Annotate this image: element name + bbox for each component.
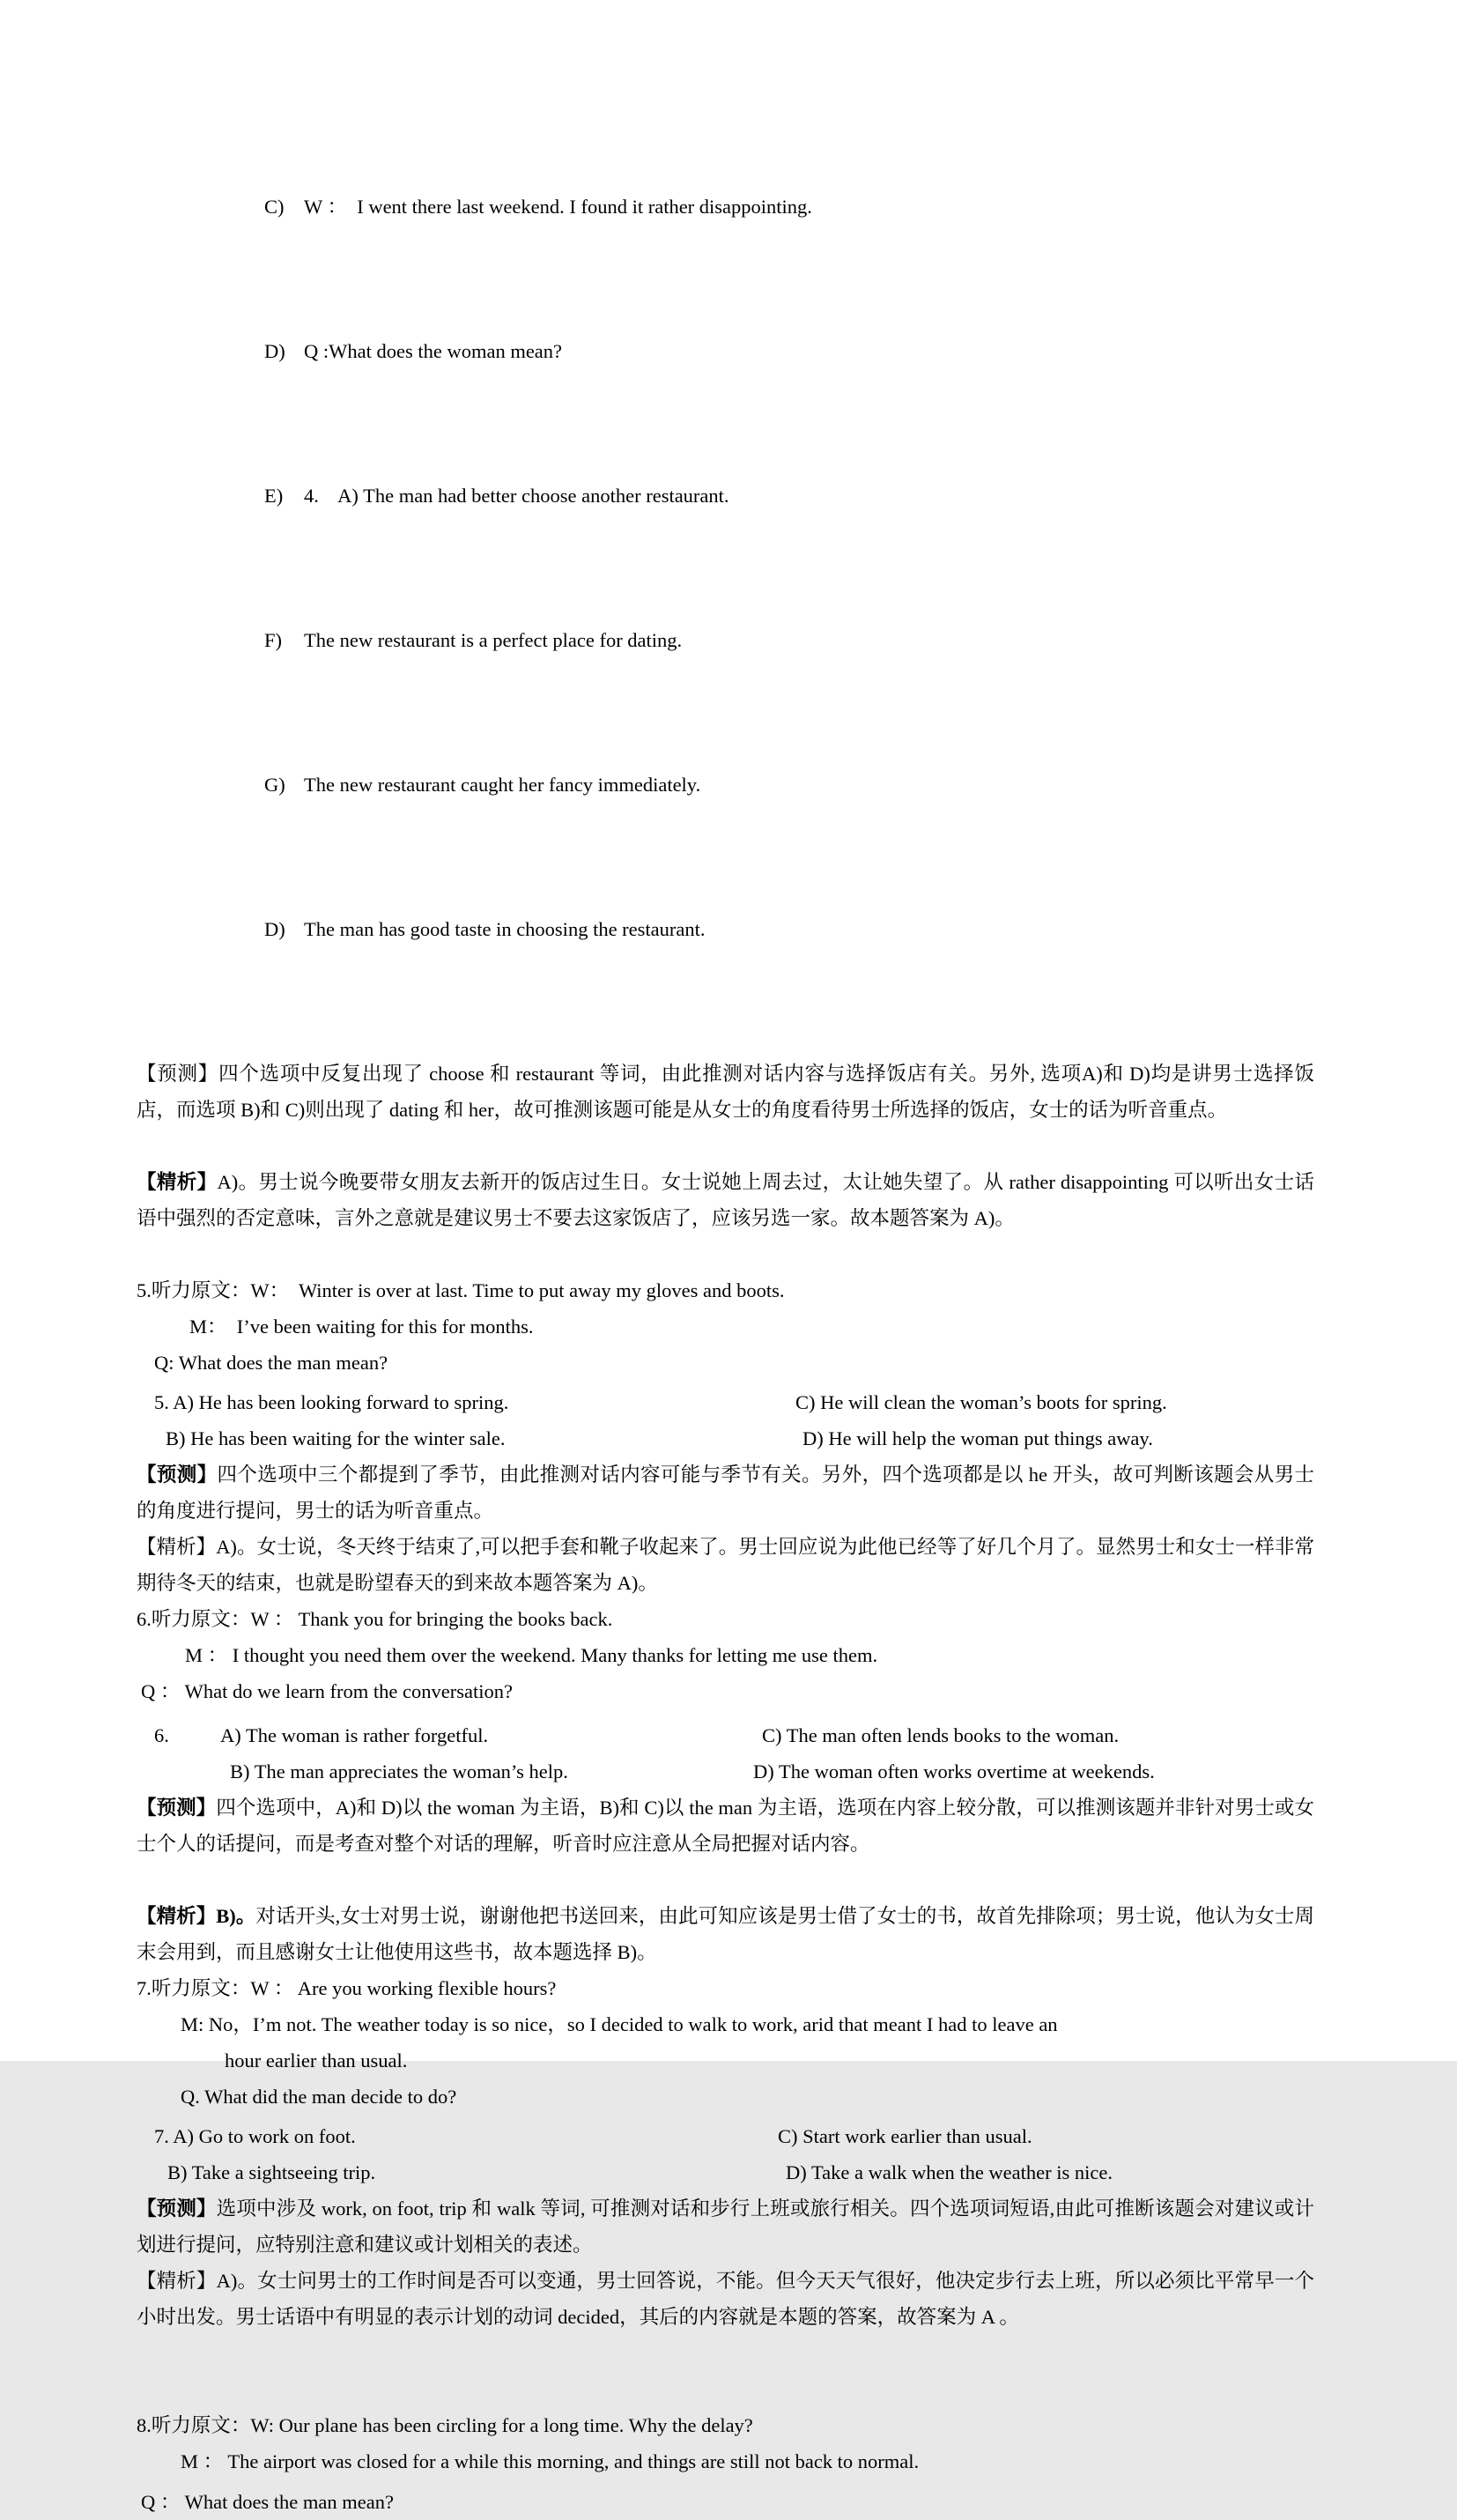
option-letter: F) bbox=[264, 629, 283, 651]
q6-transcript-question: Q ： What do we learn from the conversation? bbox=[141, 1680, 513, 1702]
option-letter: C) bbox=[264, 196, 285, 218]
q7-transcript-source: 7.听力原文：W ： Are you working flexible hours? bbox=[137, 1977, 557, 1999]
q6-predict-paragraph bbox=[137, 1790, 1314, 1898]
option-text: W ： I went there last weekend. I found it rather disappointing. bbox=[304, 196, 812, 218]
intro-option-row-d2 bbox=[137, 911, 1314, 1056]
option-letter: D) bbox=[264, 918, 285, 940]
option-text: The new restaurant caught her fancy immediately. bbox=[304, 774, 701, 796]
option-item-a: A) The woman is rather forgetful. bbox=[220, 1724, 489, 1746]
option-letter: G) bbox=[264, 774, 285, 796]
q4-analysis-paragraph bbox=[137, 1164, 1314, 1272]
option-item-b: B) He has been waiting for the winter sale. bbox=[166, 1427, 506, 1449]
q4-predict-text: 四个选项中反复出现了 choose 和 restaurant 等词，由此推测对话内容与选择饭店有关。另外, 选项A)和 D)均是讲男士选择饭店，而选项 B)和 C)则出现了 dating 和 her，故可推测该题可能是从女士的角度看待男士所选择的饭店，女士的话为听音重点。 bbox=[137, 1063, 1314, 1121]
intro-option-row-f bbox=[137, 622, 1314, 767]
q4-predict-paragraph bbox=[137, 1056, 1314, 1164]
q6-transcript-man: M ： I thought you need them over the weekend. Many thanks for letting me use them. bbox=[185, 1644, 878, 1666]
q8-transcript-source: 8.听力原文：W: Our plane has been circling for a long time. Why the delay? bbox=[137, 2414, 753, 2436]
option-text: 4. A) The man had better choose another restaurant. bbox=[304, 485, 729, 507]
option-item-b: B) The man appreciates the woman’s help. bbox=[230, 1760, 568, 1783]
q5-options-row-1 bbox=[137, 1384, 1314, 1420]
q7-transcript-man-line2: hour earlier than usual. bbox=[225, 2049, 408, 2072]
q5-analysis-paragraph bbox=[137, 1529, 1314, 1601]
q6-options-row-2 bbox=[137, 1753, 1314, 1790]
q7-options-row-2 bbox=[137, 2154, 1314, 2190]
q6-analysis-answer: B)。 bbox=[216, 1905, 256, 1927]
q4-analysis-text: A)。男士说今晚要带女朋友去新开的饭店过生日。女士说她上周去过，太让她失望了。从 rather disappointing 可以听出女士话语中强烈的否定意味，言外之意就是建议男士不要去这家饭店了，应该另选一家。故本题答案为 A)。 bbox=[137, 1171, 1314, 1229]
q7-transcript-question: Q. What did the man decide to do? bbox=[181, 2086, 457, 2108]
q5-transcript-source: 5.听力原文：W： Winter is over at last. Time to put away my gloves and boots. bbox=[137, 1279, 785, 1301]
option-letter: D) bbox=[264, 340, 285, 362]
option-item-d: D) Take a walk when the weather is nice. bbox=[786, 2161, 1113, 2183]
question-number: 6. bbox=[154, 1724, 169, 1746]
q6-analysis-text: 对话开头,女士对男士说，谢谢他把书送回来，由此可知应该是男士借了女士的书，故首先排除项；男士说，他认为女士周末会用到，而且感谢女士让他使用这些书，故本题选择 B)。 bbox=[137, 1905, 1314, 1963]
q5-transcript-question: Q: What does the man mean? bbox=[154, 1352, 388, 1374]
analysis-marker: 【精析】 bbox=[137, 1536, 217, 1558]
option-item-c: C) Start work earlier than usual. bbox=[778, 2125, 1032, 2147]
option-item-a: 5. A) He has been looking forward to spring. bbox=[154, 1391, 509, 1413]
q5-transcript-man: M： I’ve been waiting for this for months. bbox=[189, 1316, 534, 1338]
q7-predict-paragraph bbox=[137, 2190, 1314, 2263]
q7-analysis-text: A)。女士问男士的工作时间是否可以变通，男士回答说，不能。但今天天气很好，他决定步行去上班，所以必须比平常早一个小时出发。男士话语中有明显的表示计划的动词 decided，其后的内容就是本题的答案，故答案为 A 。 bbox=[137, 2270, 1314, 2328]
q6-transcript-source: 6.听力原文：W ： Thank you for bringing the books back. bbox=[137, 1608, 613, 1630]
analysis-marker: 【精析】 bbox=[137, 1905, 217, 1927]
option-item-d: D) The woman often works overtime at weekends. bbox=[753, 1760, 1155, 1783]
q6-options-row-1 bbox=[137, 1717, 1314, 1753]
q8-transcript-man: M ： The airport was closed for a while this morning, and things are still not back to normal. bbox=[181, 2450, 920, 2472]
intro-option-row-g bbox=[137, 767, 1314, 911]
predict-marker: 【预测】 bbox=[137, 1063, 219, 1085]
q5-analysis-text: A)。女士说，冬天终于结束了,可以把手套和靴子收起来了。男士回应说为此他已经等了好几个月了。显然男士和女士一样非常期待冬天的结束，也就是盼望春天的到来故本题答案为 A)。 bbox=[137, 1536, 1314, 1594]
q5-predict-paragraph bbox=[137, 1456, 1314, 1529]
option-item-b: B) Take a sightseeing trip. bbox=[167, 2161, 376, 2183]
predict-marker: 【预测】 bbox=[137, 1797, 217, 1819]
option-text: Q :What does the woman mean? bbox=[304, 340, 563, 362]
option-item-d: D) He will help the woman put things away. bbox=[802, 1427, 1153, 1449]
intro-option-row-c bbox=[137, 189, 1314, 333]
option-item-c: C) The man often lends books to the woman. bbox=[762, 1724, 1120, 1746]
analysis-marker: 【精析】 bbox=[137, 1171, 218, 1193]
option-letter: E) bbox=[264, 485, 284, 507]
q6-analysis-paragraph bbox=[137, 1898, 1314, 1970]
q6-predict-text: 四个选项中，A)和 D)以 the woman 为主语，B)和 C)以 the man 为主语，选项在内容上较分散，可以推测该题并非针对男士或女士个人的话提问，而是考查对整个对话的理解，听音时应注意从全局把握对话内容。 bbox=[137, 1797, 1314, 1855]
q7-options-row-1 bbox=[137, 2118, 1314, 2154]
document-content bbox=[137, 0, 1314, 2520]
q5-predict-text: 四个选项中三个都提到了季节，由此推测对话内容可能与季节有关。另外，四个选项都是以 he 开头，故可判断该题会从男士的角度进行提问，男士的话为听音重点。 bbox=[137, 1464, 1314, 1522]
q7-transcript-man-line1: M: No，I’m not. The weather today is so nice，so I decided to walk to work, arid that meant I had to leave an bbox=[181, 2013, 1058, 2035]
intro-option-row-d bbox=[137, 333, 1314, 478]
q5-options-row-2 bbox=[137, 1420, 1314, 1456]
intro-option-row-e bbox=[137, 478, 1314, 622]
predict-marker: 【预测】 bbox=[137, 1464, 218, 1486]
q7-analysis-paragraph bbox=[137, 2263, 1314, 2371]
analysis-marker: 【精析】 bbox=[137, 2270, 217, 2292]
option-item-a: 7. A) Go to work on foot. bbox=[154, 2125, 356, 2147]
option-text: The new restaurant is a perfect place for dating. bbox=[304, 629, 683, 651]
option-text: The man has good taste in choosing the restaurant. bbox=[304, 918, 706, 940]
q7-predict-text: 选项中涉及 work, on foot, trip 和 walk 等词, 可推测对话和步行上班或旅行相关。四个选项词短语,由此可推断该题会对建议或计划进行提问，应特别注意和建议或计划相关的表述。 bbox=[137, 2198, 1314, 2256]
predict-marker: 【预测】 bbox=[137, 2198, 217, 2220]
option-item-c: C) He will clean the woman’s boots for spring. bbox=[795, 1391, 1167, 1413]
q8-transcript-question: Q ： What does the man mean? bbox=[141, 2491, 394, 2513]
